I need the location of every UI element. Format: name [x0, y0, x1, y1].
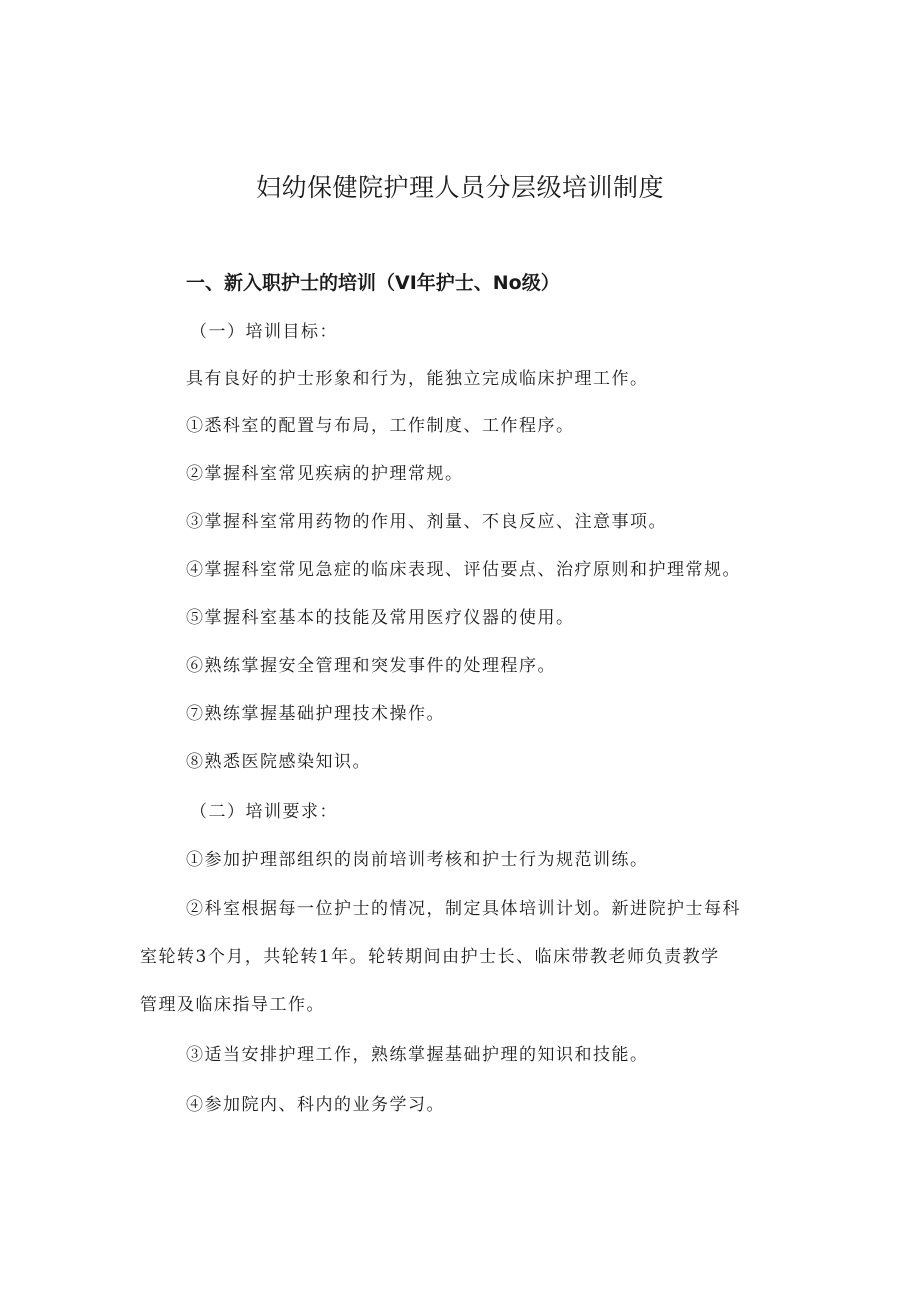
- list-item-goal-5: ⑤掌握科室基本的技能及常用医疗仪器的使用。: [186, 608, 575, 628]
- list-item-goal-3: ③掌握科室常用药物的作用、剂量、不良反应、注意事项。: [186, 512, 667, 532]
- list-item-goal-1: ①悉科室的配置与布局，工作制度、工作程序。: [186, 416, 575, 436]
- subsection-heading-training-goals: （一）培训目标：: [190, 322, 338, 342]
- list-item-goal-6: ⑥熟练掌握安全管理和突发事件的处理程序。: [186, 656, 556, 676]
- list-item-goal-2: ②掌握科室常见疾病的护理常规。: [186, 464, 464, 484]
- list-item-requirement-2-line-1: ②科室根据每一位护士的情况，制定具体培训计划。新进院护士每科: [186, 899, 741, 919]
- subsection-heading-training-requirements: （二）培训要求：: [190, 802, 338, 822]
- list-item-requirement-3: ③适当安排护理工作，熟练掌握基础护理的知识和技能。: [186, 1045, 649, 1065]
- list-item-goal-8: ⑧熟悉医院感染知识。: [186, 752, 371, 772]
- list-item-requirement-1: ①参加护理部组织的岗前培训考核和护士行为规范训练。: [186, 850, 649, 870]
- section-heading-new-nurse-training: 一、新入职护士的培训（VI年护士、No级）: [186, 272, 560, 294]
- list-item-goal-7: ⑦熟练掌握基础护理技术操作。: [186, 704, 445, 724]
- list-item-requirement-2-line-2: 室轮转3个月，共轮转1年。轮转期间由护士长、临床带教老师负责教学: [140, 947, 720, 967]
- list-item-requirement-2-line-3: 管理及临床指导工作。: [140, 995, 325, 1015]
- paragraph-goals-intro: 具有良好的护士形象和行为，能独立完成临床护理工作。: [186, 369, 649, 389]
- document-title: 妇幼保健院护理人员分层级培训制度: [255, 173, 664, 202]
- list-item-requirement-4: ④参加院内、科内的业务学习。: [186, 1095, 445, 1115]
- list-item-goal-4: ④掌握科室常见急症的临床表现、评估要点、治疗原则和护理常规。: [186, 560, 741, 580]
